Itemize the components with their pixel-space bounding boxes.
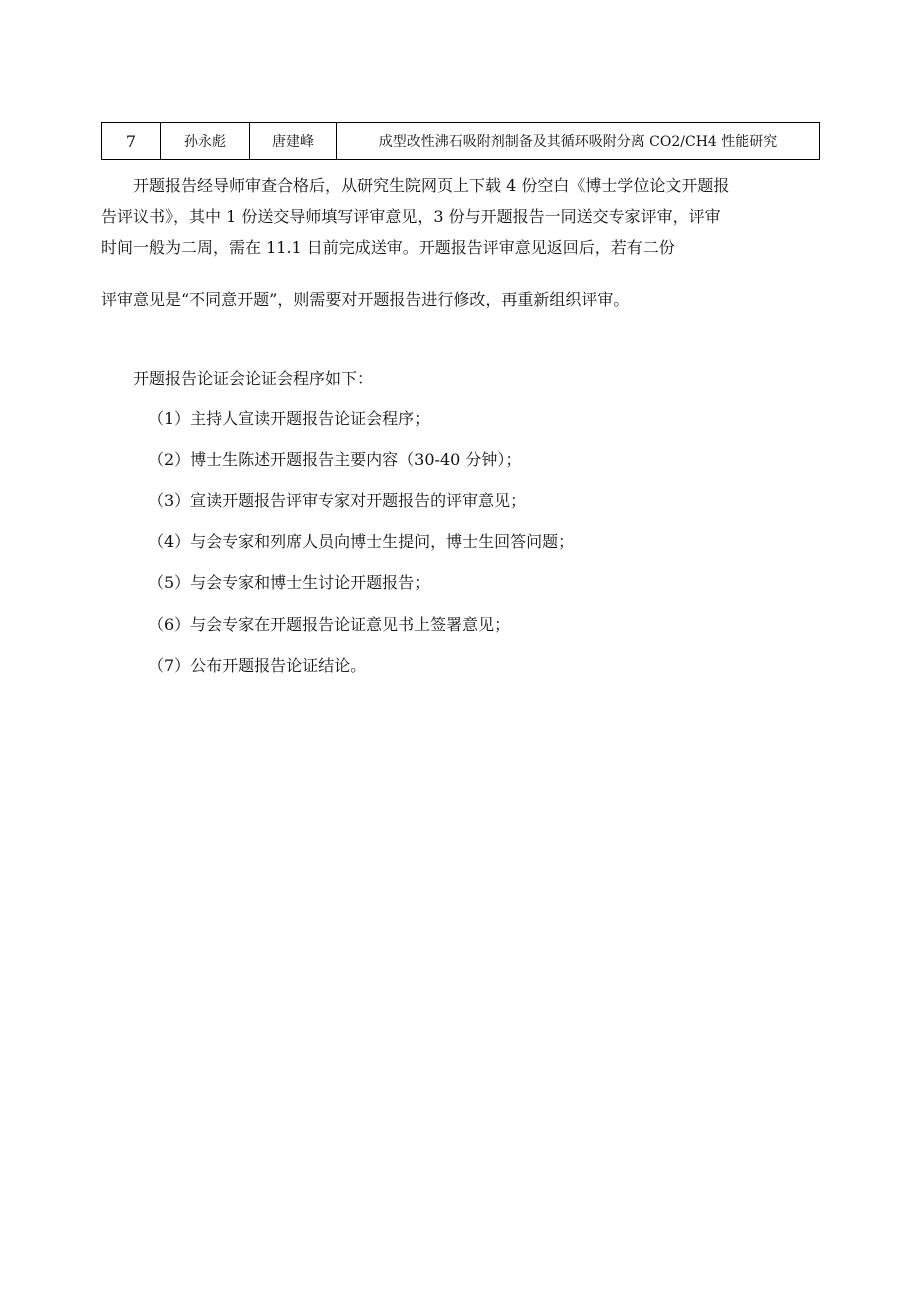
row-number: 7 (102, 123, 161, 160)
table-row (102, 123, 820, 160)
thesis-topic: 成型改性沸石吸附剂制备及其循环吸附分离 CO2/CH4 性能研究 (337, 123, 820, 160)
procedure-heading: 开题报告论证会论证会程序如下： (133, 369, 374, 388)
advisor-name: 唐建峰 (250, 123, 337, 160)
notice-line-2: 告评议书》，其中 1 份送交导师填写评审意见，3 份与开题报告一同送交专家评审，评审 (101, 207, 721, 226)
procedure-step: （3）宣读开题报告评审专家对开题报告的评审意见； (148, 491, 527, 510)
procedure-step: （4）与会专家和列席人员向博士生提问，博士生回答问题； (148, 532, 575, 551)
procedure-step: （6）与会专家在开题报告论证意见书上签署意见； (148, 615, 511, 634)
procedure-step: （2）博士生陈述开题报告主要内容（30-40 分钟）； (148, 450, 522, 469)
notice-line-3: 时间一般为二周，需在 11.1 日前完成送审。开题报告评审意见返回后，若有二份 (101, 238, 675, 257)
procedure-step: （7）公布开题报告论证结论。 (148, 656, 367, 675)
procedure-step: （1）主持人宣读开题报告论证会程序； (148, 409, 431, 428)
notice-line-4: 评审意见是“不同意开题”，则需要对开题报告进行修改，再重新组织评审。 (101, 290, 630, 309)
student-table (101, 122, 820, 160)
notice-line-1: 开题报告经导师审查合格后，从研究生院网页上下载 4 份空白《博士学位论文开题报 (133, 176, 730, 195)
student-name: 孙永彪 (161, 123, 250, 160)
procedure-step: （5）与会专家和博士生讨论开题报告； (148, 573, 431, 592)
